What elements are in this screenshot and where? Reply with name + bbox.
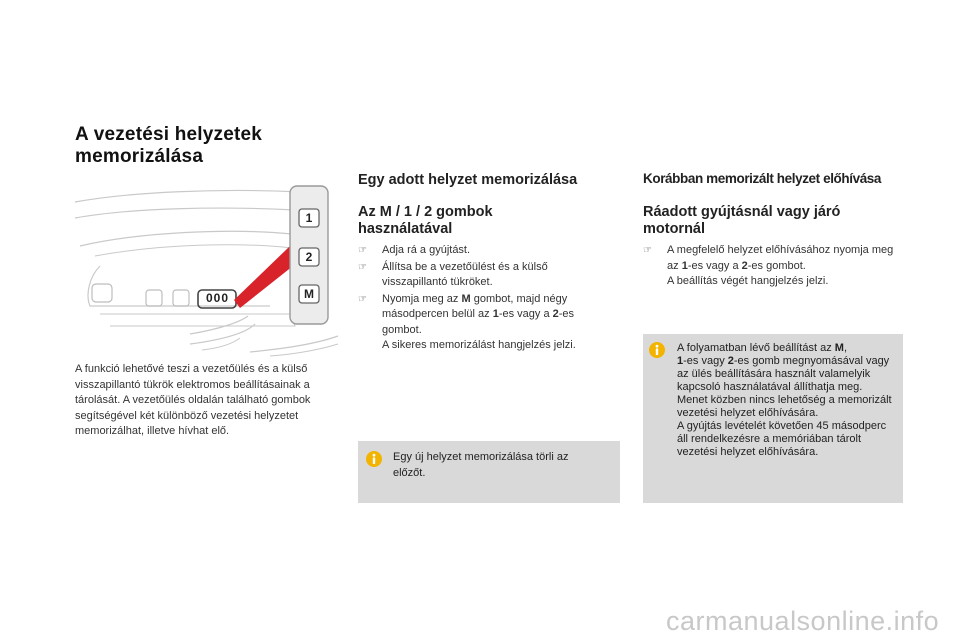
recall-info-text	[677, 342, 899, 459]
recall-section-title: Korábban memorizált helyzet előhívása	[643, 171, 882, 186]
page-title-line1: A vezetési helyzetek	[75, 124, 263, 145]
memorize-info-text: Egy új helyzet memorizálása törli az előzőt.	[393, 451, 569, 479]
page-title	[75, 124, 355, 168]
page-title-line2: memorizálása	[75, 146, 204, 167]
arrow-bullet-icon: ☞	[358, 245, 367, 256]
info-icon	[649, 342, 665, 358]
memorize-step-1: ☞ Adja rá a gyújtást.	[358, 243, 608, 259]
recall-info-paragraph-3: A gyújtás levételét követően 45 másodperc áll rendelkezésre a memóriában tárolt vezetési helyzet előhívására.	[677, 420, 887, 458]
memorize-steps	[358, 243, 608, 355]
memorize-step-2: ☞ Állítsa be a vezetőülést és a külső visszapillantó tükröket.	[358, 260, 548, 288]
memorize-step-3: ☞ Nyomja meg az M gombot, majd négy másodpercen belül az 1-es vagy a 2-es gombot. A sikeres memorizálást hangjelzés jelzi.	[358, 292, 608, 354]
memory-button-m: M	[304, 287, 314, 301]
memorize-info-box	[358, 441, 620, 503]
seat-panel-illustration	[70, 184, 340, 360]
recall-info-paragraph-1: A folyamatban lévő beállítást az M, 1-es vagy 2-es gomb megnyomásával vagy az ülés beállítására használt valamelyik kapcsoló használatával állíthatja meg.	[677, 342, 890, 393]
memorize-section-subtitle: Az M / 1 / 2 gombok használatával	[358, 204, 493, 237]
recall-step-1: ☞ A megfelelő helyzet előhívásához nyomja meg az 1-es vagy a 2-es gombot. A beállítás végét hangjelzés jelzi.	[643, 243, 898, 290]
info-icon	[366, 451, 382, 467]
watermark: carmanualsonline.info	[666, 606, 940, 636]
recall-section-subtitle: Ráadott gyújtásnál vagy járó motornál	[643, 204, 841, 237]
memory-button-1: 1	[305, 211, 313, 225]
panel-readout: 000	[205, 291, 230, 305]
memory-button-2: 2	[305, 250, 313, 264]
arrow-bullet-icon: ☞	[358, 293, 367, 305]
recall-info-paragraph-2: Menet közben nincs lehetőség a memorizált vezetési helyzet előhívására.	[677, 394, 892, 419]
recall-step-1-note: A beállítás végét hangjelzés jelzi.	[667, 275, 829, 287]
memorize-step-3-note: A sikeres memorizálást hangjelzés jelzi.	[382, 339, 576, 351]
arrow-bullet-icon: ☞	[643, 245, 652, 256]
recall-steps	[643, 243, 898, 291]
arrow-bullet-icon: ☞	[358, 261, 367, 273]
recall-info-box	[643, 334, 903, 503]
memorize-section-title: Egy adott helyzet memorizálása	[358, 172, 578, 188]
intro-paragraph: A funkció lehetővé teszi a vezetőülés és a külső visszapillantó tükrök elektromos beállításainak a tárolását. A vezetőülés oldalán található gombok segítségével két különböző vezetési helyzetet memorizálhat, illetve hívhat elő.	[75, 363, 311, 437]
